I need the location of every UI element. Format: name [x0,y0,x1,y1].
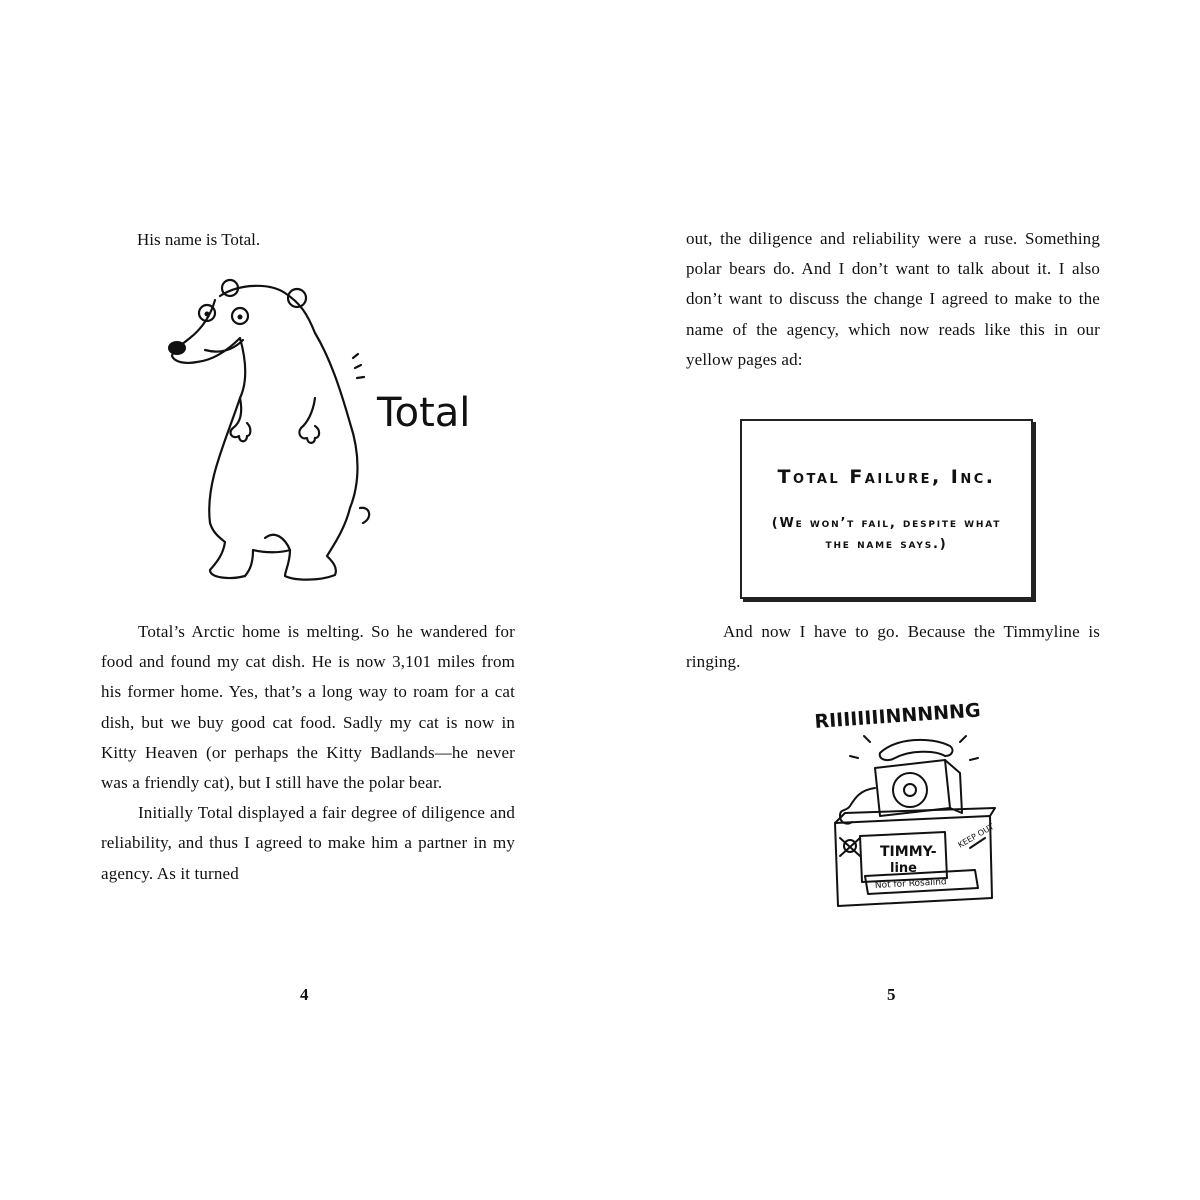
intro-line: His name is Total. [137,230,261,249]
paragraph: And now I have to go. Because the Timmyline is ringing. [686,622,1100,672]
box-label-top: TIMMY- [880,844,937,860]
page-number: 4 [300,985,309,1004]
ad-tagline: (We won’t fail, despite what the name says.) [771,516,1002,552]
page-number: 5 [887,985,896,1004]
polar-bear-illustration [155,268,470,598]
paragraph: out, the diligence and reliability were a ruse. Something polar bears do. And I don’t want to talk about it. I also don’t want to discuss the change I agreed to make to the name of the agency, which now reads like this in our yellow pages ad: [686,229,1100,369]
right-page [600,0,1200,1200]
bear-caption: Total [377,390,470,436]
right-body-text-bottom [686,617,1100,677]
paragraph: Total’s Arctic home is melting. So he wandered for food and found my cat dish. He is now 3,101 miles from his former home. Yes, that’s a long way to roam for a cat dish, but we buy good cat food. Sadly my cat is now in Kitty Heaven (or perhaps the Kitty Badlands—he never was a friendly cat), but I still have the polar bear. [101,622,515,793]
yellow-pages-ad [740,419,1033,599]
box-label-middle: line [890,861,917,876]
paragraph: Initially Total displayed a fair degree of diligence and reliability, and thus I agreed to make him a partner in my agency. As it turned [101,803,515,883]
phone-sound-text: RIIIIIIIINNNNNG [813,699,982,733]
timmyline-phone-illustration [810,698,1010,923]
ad-title: Total Failure, Inc. [777,466,996,488]
box-side-label: KEEP OUT [956,822,996,850]
box-label-bottom: Not for Rosalind [874,877,947,891]
right-body-text-top [686,224,1100,375]
left-body-text [101,617,515,889]
